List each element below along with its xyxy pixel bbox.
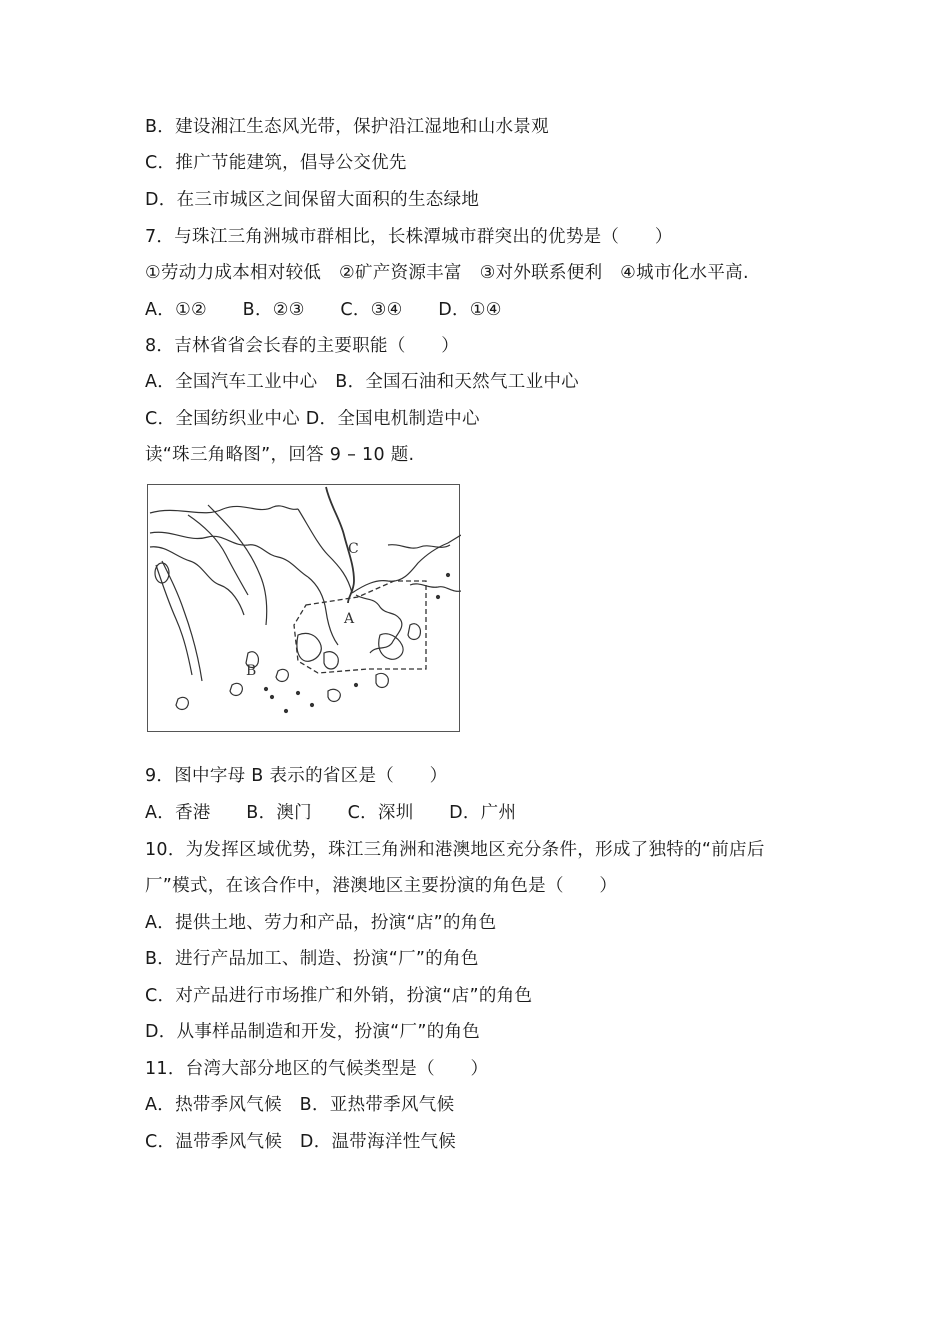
question-11-options-ab: A．热带季风气候 B．亚热带季风气候 [145,1095,455,1115]
question-9: 9．图中字母 B 表示的省区是（ ） [145,766,448,786]
question-10-option-b: B．进行产品加工、制造、扮演“厂”的角色 [145,949,479,969]
question-9-options: A．香港 B．澳门 C．深圳 D．广州 [145,803,517,823]
question-10-option-a: A．提供土地、劳力和产品，扮演“店”的角色 [145,913,497,933]
map-instruction: 读“珠三角略图”，回答 9 – 10 题. [145,445,415,465]
question-7-statements: ①劳动力成本相对较低 ②矿产资源丰富 ③对外联系便利 ④城市化水平高. [145,263,749,283]
question-7-options: A．①② B．②③ C．③④ D．①④ [145,300,502,320]
pearl-river-delta-map [147,484,460,732]
question-10-cont: 厂”模式，在该合作中，港澳地区主要扮演的角色是（ ） [145,876,618,896]
question-8-options-cd: C．全国纺织业中心 D．全国电机制造中心 [145,409,480,429]
question-10: 10．为发挥区域优势，珠江三角洲和港澳地区充分条件，形成了独特的“前店后 [145,840,765,860]
question-7: 7．与珠江三角洲城市群相比，长株潭城市群突出的优势是（ ） [145,227,673,247]
question-8: 8．吉林省省会长春的主要职能（ ） [145,336,460,356]
option-6d: D．在三市城区之间保留大面积的生态绿地 [145,190,480,210]
option-6c: C．推广节能建筑，倡导公交优先 [145,153,407,173]
question-10-option-d: D．从事样品制造和开发，扮演“厂”的角色 [145,1022,481,1042]
question-11-options-cd: C．温带季风气候 D．温带海洋性气候 [145,1132,457,1152]
question-11: 11．台湾大部分地区的气候类型是（ ） [145,1059,489,1079]
map-label-a: A [344,611,355,627]
map-label-c: C [348,541,359,557]
question-8-options-ab: A．全国汽车工业中心 B．全国石油和天然气工业中心 [145,372,579,392]
map-label-b: B [246,663,257,679]
option-6b: B．建设湘江生态风光带，保护沿江湿地和山水景观 [145,117,549,137]
question-10-option-c: C．对产品进行市场推广和外销，扮演“店”的角色 [145,986,533,1006]
